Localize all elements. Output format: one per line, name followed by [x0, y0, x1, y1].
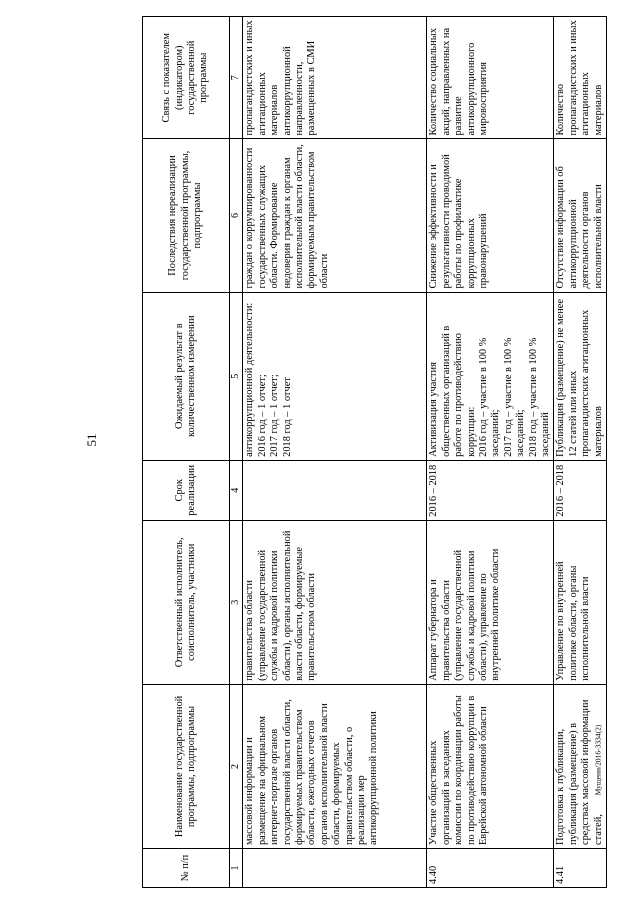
table-row [427, 17, 554, 888]
column-number: 5 [230, 292, 243, 460]
header-executor: Ответственный исполнитель, соисполнитель, участники [143, 520, 230, 684]
row-program-name: массовой информации и размещение на официальном интернет-портале органов государственной власти области, формируемых правительством области, ежегодных отчетов органов исполнительной власти области, формируемых правительством области, о реализации мер антикоррупционной политики [243, 684, 427, 848]
row-program-name: Участие общественных организаций в заседаниях комиссии по координации работы по противодействию коррупции в Еврейской автономной области [427, 684, 554, 848]
table-row [243, 17, 427, 888]
header-number: № п/п [143, 849, 230, 888]
header-indicator-link: Связь с показателем (индикатором) государственной программы [143, 17, 230, 139]
document-footer-code: Мущени/2016-3334(2) [593, 724, 603, 796]
table-row [554, 17, 607, 888]
row-expected-result: антикоррупционной деятельности: 2016 год – 1 отчет; 2017 год – 1 отчет; 2018 год – 1 отчет [243, 292, 427, 460]
row-executor: Аппарат губернатора и правительства области (управление государственной службы и кадровой политики области), управление по внутренней политике области [427, 520, 554, 684]
column-number: 2 [230, 684, 243, 848]
row-term [243, 460, 427, 520]
row-executor: Управление по внутренней политике области, органы исполнительной власти [554, 520, 607, 684]
row-executor: правительства области (управление государственной службы и кадровой политики области), органы исполнительной власти области, формируемые правительством области [243, 520, 427, 684]
row-number [243, 849, 427, 888]
row-number: 4.41 [554, 849, 607, 888]
row-consequences: Отсутствие информации об антикоррупционной деятельности органов исполнительной власти [554, 139, 607, 292]
row-consequences: Снижение эффективности и результативности проводимой работы по профилактике коррупционных правонарушений [427, 139, 554, 292]
column-number: 3 [230, 520, 243, 684]
column-number: 4 [230, 460, 243, 520]
row-indicator-link: пропагандистских и иных агитационных материалов антикоррупционной направленности, размещенных в СМИ [243, 17, 427, 139]
header-term: Срок реализации [143, 460, 230, 520]
row-expected-result: Публикация (размещение) не менее 12 статей или иных пропагандистских агитационных материалов [554, 292, 607, 460]
row-term: 2016 – 2018 [427, 460, 554, 520]
column-number: 7 [230, 17, 243, 139]
row-indicator-link: Количество пропагандистских и иных агитационных материалов [554, 17, 607, 139]
row-indicator-link: Количество социальных акций, направленных на развитие антикоррупционного мировосприятия [427, 17, 554, 139]
column-numbers-row [230, 17, 243, 888]
header-program-name: Наименование государственной программы, подпрограммы [143, 684, 230, 848]
program-measures-table [142, 16, 607, 888]
table-header-row [143, 17, 230, 888]
row-term: 2016 – 2018 [554, 460, 607, 520]
header-expected-result: Ожидаемый результат в количественном измерении [143, 292, 230, 460]
row-number: 4.40 [427, 849, 554, 888]
column-number: 6 [230, 139, 243, 292]
row-consequences: граждан о коррумпированности государственных служащих области. Формирование недоверия граждан к органам исполнительной власти области, формируемым правительством области [243, 139, 427, 292]
column-number: 1 [230, 849, 243, 888]
page-number: 51 [84, 433, 99, 447]
row-program-name: Подготовка к публикации, публикация (размещение) в средствах массовой информации статей, [554, 684, 607, 848]
row-expected-result: Активизация участия общественных организаций в работе по противодействию коррупции: 2016 год – участие в 100 % заседаний; 2017 год – участие в 100 % заседаний; 2018 год – участие в 100 % заседаний [427, 292, 554, 460]
header-consequences: Последствия нереализации государственной программы, подпрограммы [143, 139, 230, 292]
